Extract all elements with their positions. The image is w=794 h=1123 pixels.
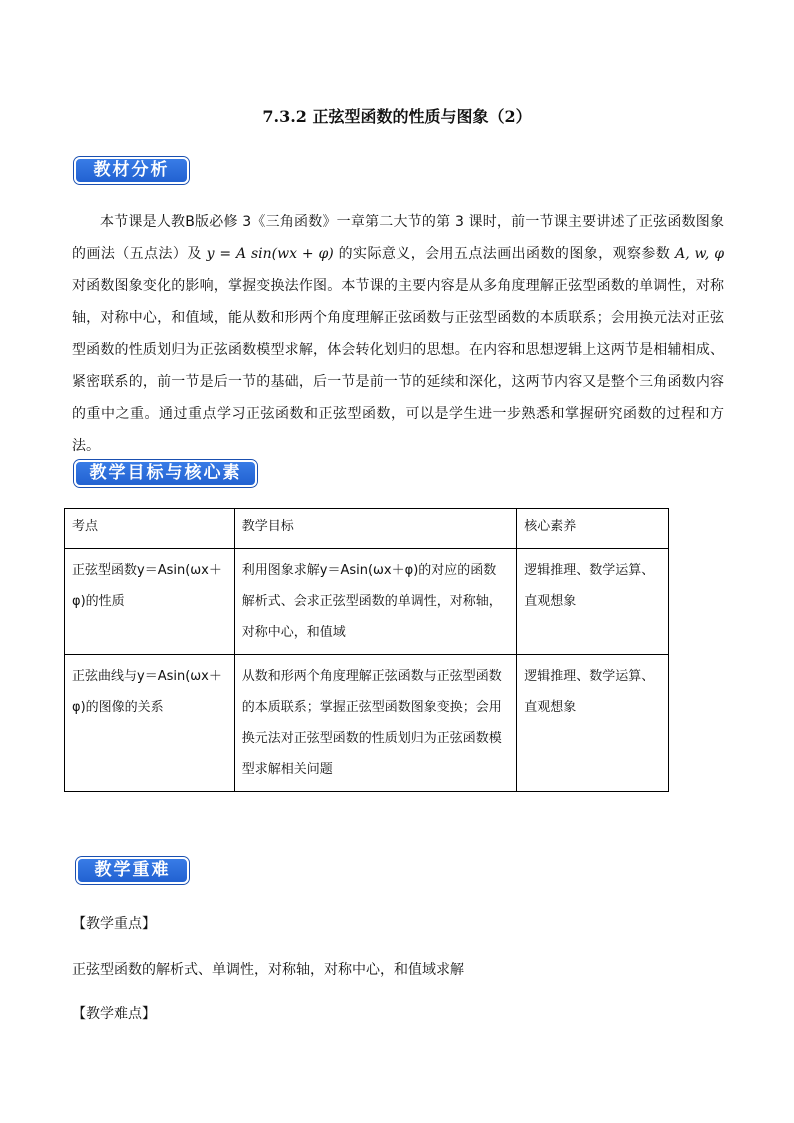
difficulty-label: 【教学难点】 [72, 1006, 156, 1022]
table-row [65, 549, 669, 655]
analysis-text-1: 本节课是人教B版必修 3《三角函数》一章第二大节的第 3 课时，前一节课主要讲述了正弦函数图象的画法（五点法）及 [72, 214, 724, 262]
header-point: 考点 [65, 509, 235, 549]
formula-sine: y = A sin(wx + φ) [206, 246, 334, 262]
table-header-row [65, 509, 669, 549]
document-title: 7.3.2 正弦型函数的性质与图象（2） [262, 107, 532, 126]
cell-goal: 从数和形两个角度理解正弦函数与正弦型函数的本质联系；掌握正弦型函数图象变换；会用换元法对正弦型函数的性质划归为正弦函数模型求解相关问题 [234, 655, 516, 792]
cell-point: 正弦曲线与y＝Asin(ωx＋φ)的图像的关系 [65, 655, 235, 792]
analysis-text-3: 对函数图象变化的影响，掌握变换法作图。本节课的主要内容是从多角度理解正弦型函数的单调性，对称轴，对称中心，和值域，能从数和形两个角度理解正弦函数与正弦型函数的本质联系；会用换元法对正弦型函数的性质划归为正弦函数模型求解，体会转化划归的思想。在内容和思想逻辑上这两节是相辅相成、紧密联系的，前一节是后一节的基础，后一节是前一节的延续和深化，这两节内容又是整个三角函数内容的重中之重。通过重点学习正弦函数和正弦型函数，可以是学生进一步熟悉和掌握研究函数的过程和方法。 [72, 278, 724, 454]
analysis-text-2: 的实际意义，会用五点法画出函数的图象，观察参数 [333, 246, 676, 262]
section-badge-analysis: 教材分析 [74, 157, 189, 184]
analysis-paragraph [72, 206, 724, 462]
header-goal: 教学目标 [234, 509, 516, 549]
section-badge-key-points: 教学重难点 [76, 857, 189, 884]
goals-table [64, 508, 669, 792]
header-literacy: 核心素养 [517, 509, 669, 549]
focus-label: 【教学重点】 [72, 916, 156, 932]
cell-literacy: 逻辑推理、数学运算、直观想象 [517, 549, 669, 655]
focus-text: 正弦型函数的解析式、单调性，对称轴，对称中心，和值域求解 [72, 962, 464, 978]
table-row [65, 655, 669, 792]
cell-point: 正弦型函数y＝Asin(ωx＋φ)的性质 [65, 549, 235, 655]
cell-literacy: 逻辑推理、数学运算、直观想象 [517, 655, 669, 792]
cell-goal: 利用图象求解y＝Asin(ωx＋φ)的对应的函数解析式、会求正弦型函数的单调性，对称轴，对称中心，和值域 [234, 549, 516, 655]
section-badge-goals: 教学目标与核心素养 [74, 460, 257, 487]
formula-params: A, w, φ [675, 246, 724, 262]
